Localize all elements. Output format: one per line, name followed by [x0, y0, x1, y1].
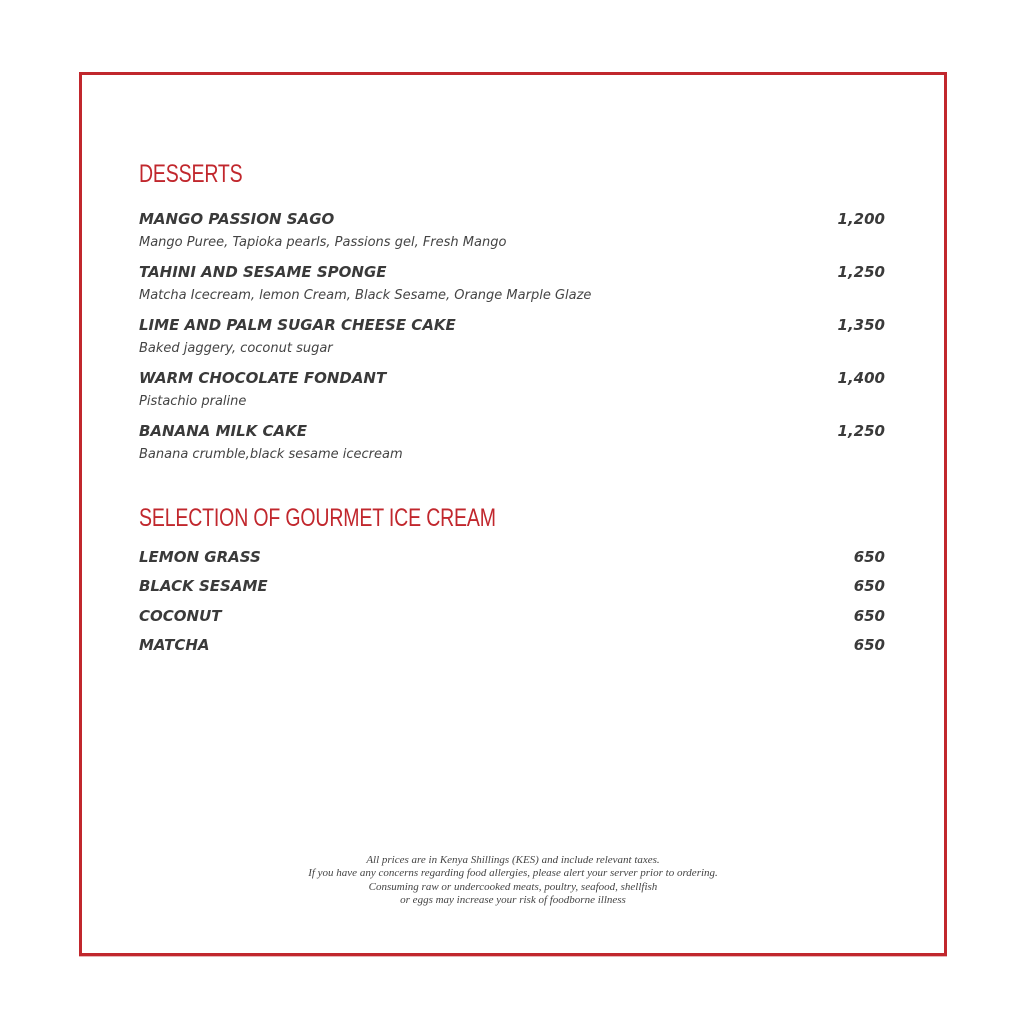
footer-disclaimer [79, 854, 947, 907]
item-price: 650 [853, 577, 885, 595]
footer-line: All prices are in Kenya Shillings (KES) and include relevant taxes. [366, 854, 660, 866]
menu-item [139, 316, 885, 356]
menu-item [139, 422, 885, 462]
item-name: LEMON GRASS [139, 548, 261, 566]
item-name: TAHINI AND SESAME SPONGE [139, 263, 387, 281]
ice-cream-heading: SELECTION OF GOURMET ICE CREAM [139, 504, 496, 532]
menu-item [139, 607, 885, 627]
item-price: 650 [853, 607, 885, 625]
menu-item [139, 636, 885, 656]
item-price: 1,350 [837, 316, 885, 334]
menu-item [139, 548, 885, 568]
footer-line: If you have any concerns regarding food allergies, please alert your server prior to ordering. [308, 867, 718, 880]
item-name: BANANA MILK CAKE [139, 422, 307, 440]
item-name: WARM CHOCOLATE FONDANT [139, 369, 387, 387]
menu-item [139, 369, 885, 409]
footer-line: Consuming raw or undercooked meats, poultry, seafood, shellfish [368, 880, 658, 893]
item-description: Mango Puree, Tapioka pearls, Passions gel, Fresh Mango [139, 235, 507, 250]
menu-item [139, 210, 885, 250]
footer-line: or eggs may increase your risk of foodborne illness [400, 893, 626, 906]
item-price: 650 [853, 636, 885, 654]
item-name: MANGO PASSION SAGO [139, 210, 335, 228]
menu-item [139, 263, 885, 303]
item-price: 650 [853, 548, 885, 566]
item-price: 1,200 [837, 210, 885, 228]
item-price: 1,400 [837, 369, 885, 387]
item-description: Baked jaggery, coconut sugar [139, 341, 333, 356]
item-description: Matcha Icecream, lemon Cream, Black Sesame, Orange Marple Glaze [139, 288, 592, 303]
item-price: 1,250 [837, 422, 885, 440]
menu-item [139, 577, 885, 597]
item-description: Banana crumble,black sesame icecream [139, 447, 403, 462]
item-name: LIME AND PALM SUGAR CHEESE CAKE [139, 316, 456, 334]
item-name: BLACK SESAME [139, 577, 268, 595]
item-description: Pistachio praline [139, 394, 247, 409]
desserts-heading: DESSERTS [139, 160, 243, 188]
item-name: COCONUT [139, 607, 222, 625]
item-name: MATCHA [139, 636, 210, 654]
item-price: 1,250 [837, 263, 885, 281]
